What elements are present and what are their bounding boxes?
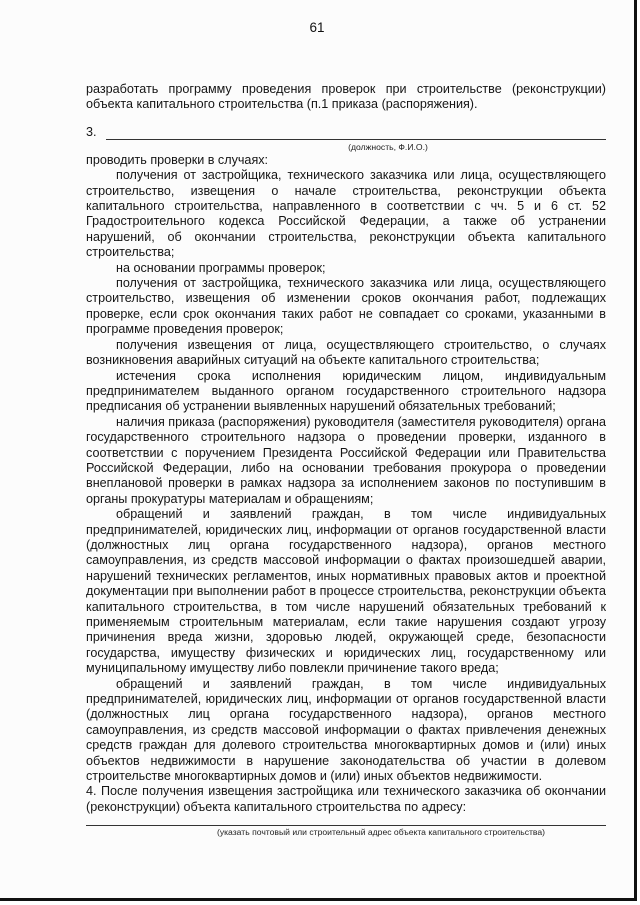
inspection-case: обращений и заявлений граждан, в том числе индивидуальных предпринимателей, юридических лиц, информации от органов государственной власти (должностных лиц органа государственного надзора), органов местного самоуправления, из средств массовой информации о фактах произошедшей аварии, нарушений технических регламентов, иных нормативных правовых актов и проектной документации при выполнении работ в процессе строительства, реконструкции объекта капитального строительства, в том числе нарушений обязательных требований к применяемым строительным материалам, если такие нарушения создают угрозу причинения вреда жизни, здоровью людей, окружающей среде, безопасности государства, имуществу физических и юридических лиц, государственному или муниципальному имуществу либо повлекли причинение такого вреда; xyxy=(86,507,606,676)
page-number: 61 xyxy=(309,20,325,35)
inspection-case: истечения срока исполнения юридическим лицом, индивидуальным предпринимателем выданного органом государственного строительного надзора предписания об устранении выявленных нарушений обязательных требований; xyxy=(86,368,606,414)
inspection-case: получения извещения от лица, осуществляющего строительство, о случаях возникновения аварийных ситуаций на объекте капитального строительства; xyxy=(86,337,606,368)
position-name-caption: (должность, Ф.И.О.) xyxy=(348,141,428,152)
inspection-case: получения от застройщика, технического заказчика или лица, осуществляющего строительство, извещения об изменении сроков окончания работ, подлежащих проверке, если срок окончания таких работ не совпадает со сроками, указанными в программе проведения проверок; xyxy=(86,276,606,337)
position-name-blank-line xyxy=(106,139,606,140)
intro-paragraph: разработать программу проведения проверок при строительстве (реконструкции) объекта капитального строительства (п.1 приказа (распоряжения). xyxy=(86,82,606,112)
clause-3-lead: проводить проверки в случаях: xyxy=(86,152,269,167)
address-blank-line xyxy=(86,825,606,826)
clause-3-number: 3. xyxy=(86,124,97,139)
inspection-case: получения от застройщика, технического заказчика или лица, осуществляющего строительство, извещения о начале строительства, реконструкции объекта капитального строительства, направленного в соответствии с чч. 5 и 6 ст. 52 Градостроительного кодекса Российской Федерации, а также об устранении нарушений, об окончании строительства, реконструкции объекта капитального строительства; xyxy=(86,168,606,260)
inspection-case: обращений и заявлений граждан, в том числе индивидуальных предпринимателей, юридических лиц, информации от органов государственной власти (должностных лиц органа государственного надзора), органов местного самоуправления, из средств массовой информации о фактах привлечения денежных средств граждан для долевого строительства многоквартирных домов и (или) иных объектов недвижимости в нарушение законодательства об участии в долевом строительстве многоквартирных домов и (или) иных объектов недвижимости. xyxy=(86,676,606,784)
document-body xyxy=(86,82,606,838)
address-caption: (указать почтовый или строительный адрес объекта капитального строительства) xyxy=(216,827,546,838)
clause-4-paragraph: 4. После получения извещения застройщика или технического заказчика об окончании (реконструкции) объекта капитального строительства по адресу: xyxy=(86,784,606,814)
inspection-case: наличия приказа (распоряжения) руководителя (заместителя руководителя) органа государственного строительного надзора о проведении проверки, изданного в соответствии с поручением Президента Российской Федерации или Правительства Российской Федерации, либо на основании требования прокурора о проведении внеплановой проверки в рамках надзора за исполнением законов по поступившим в органы прокуратуры материалам и обращениям; xyxy=(86,414,606,506)
inspection-case: на основании программы проверок; xyxy=(116,260,326,275)
clause-3-fill-row xyxy=(86,125,606,141)
